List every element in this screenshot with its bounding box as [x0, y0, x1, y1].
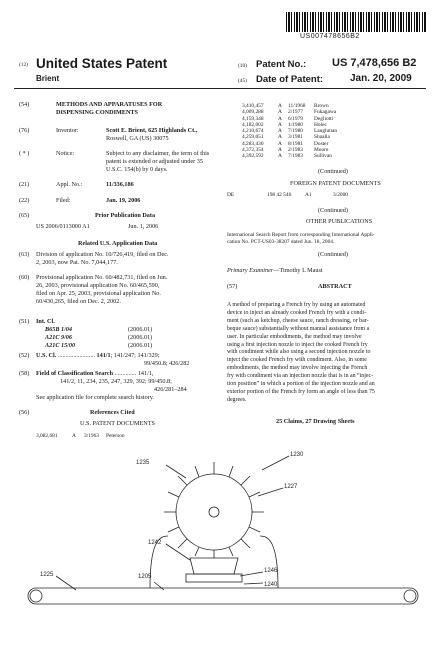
- field-code-52: (52): [19, 352, 30, 359]
- leader-line: [154, 582, 164, 590]
- inventor-line-1: Scott E. Brient, 625 Highlands Ct.,: [106, 127, 198, 134]
- ref-date: 1/1980: [288, 121, 303, 128]
- ref-number: 4,283,430: [242, 140, 264, 147]
- header-divider: [14, 88, 426, 89]
- provisional-line-2: 26, 2003, provisional application No. 60/465,590,: [36, 282, 160, 289]
- ref-name: Brown: [314, 103, 329, 109]
- dispensing-wheel: [176, 474, 252, 550]
- abstract-line: using a first injection nozzle to inject the cooked French fry: [227, 341, 368, 348]
- ref-numeral: 1230: [290, 452, 304, 458]
- reference-row: [242, 153, 337, 159]
- ref-name: Moore: [314, 147, 329, 154]
- int-cl-version: (2006.01): [128, 326, 153, 333]
- us-cl-line: [36, 352, 159, 360]
- leader-line: [258, 488, 283, 496]
- ref-number: 4,009,288: [242, 109, 264, 116]
- support-block: [186, 574, 242, 582]
- field-code-12: (12): [19, 62, 28, 68]
- conveyor-belt: [28, 588, 418, 604]
- ref-date: 3/1963: [84, 433, 99, 439]
- abstract-heading: ABSTRACT: [318, 283, 352, 290]
- field-code-76: (76): [19, 127, 30, 134]
- us-cl-secondary: ; 141/247; 141/329;: [110, 352, 160, 359]
- ref-kind: A: [278, 121, 282, 128]
- ref-date: 7/1980: [288, 128, 303, 135]
- ref-name: Fukagawa: [314, 109, 337, 116]
- ref-name: Peterson: [106, 433, 125, 439]
- leader-line: [240, 572, 263, 576]
- ref-date: 8/1981: [288, 140, 303, 147]
- abstract-line: device to inject an already cooked French fry with a condi-: [227, 309, 367, 316]
- field-code-54: (54): [19, 101, 30, 108]
- foreign-ref-kind: A1: [305, 192, 312, 198]
- int-cl-class: B65B 1/04: [45, 326, 72, 333]
- ref-kind: A: [278, 147, 282, 154]
- us-cl-primary: 141/1: [96, 352, 111, 359]
- conveyor-roller-left: [30, 590, 42, 602]
- inventor-surname: Brient: [36, 74, 60, 83]
- abstract-line: ment (such as ketchup, cheese sauce, ranch dressing, or bar-: [227, 317, 369, 324]
- field-code-10: (10): [238, 63, 247, 69]
- provisional-line-1: Provisional application No. 60/482,731, filed on Jun.: [36, 274, 168, 281]
- field-code-60: (60): [19, 274, 30, 281]
- ref-date: 2/1983: [288, 147, 303, 154]
- ref-number: 4,372,354: [242, 147, 264, 154]
- search-field-label: Field of Classification Search: [36, 370, 114, 377]
- search-field-line-3: 426/281–284: [154, 386, 187, 393]
- ref-name: Laughman: [314, 128, 338, 135]
- field-code-57: (57): [227, 283, 238, 290]
- ref-date: 6/1979: [288, 115, 303, 122]
- ref-number: 4,210,674: [242, 128, 264, 135]
- inventor-label: Inventor:: [56, 127, 79, 134]
- ref-numeral: 1235: [136, 460, 150, 466]
- abstract-line: user. In particular embodiments, the method may involve: [227, 333, 362, 340]
- notice-line-3: U.S.C. 154(b) by 0 days.: [106, 166, 168, 173]
- other-publication-line-2: cation No. PCT-US03-38207 dated Jun. 18, 2004.: [227, 239, 335, 245]
- abstract-body: [227, 302, 375, 405]
- int-cl-label: Int. Cl.: [36, 318, 55, 325]
- ref-number: 4,159,348: [242, 115, 264, 122]
- leader-line: [166, 465, 186, 478]
- prior-publication-heading: Prior Publication Data: [95, 212, 156, 219]
- inventor-line-2: Roswell, GA (US) 30075: [106, 135, 169, 142]
- notice-line-2: patent is extended or adjusted under 35: [106, 158, 203, 165]
- claims-drawing-sheets: 25 Claims, 27 Drawing Sheets: [276, 418, 355, 425]
- date-of-patent: Jan. 20, 2009: [350, 73, 412, 84]
- search-history-note: See application file for complete search history.: [36, 394, 154, 401]
- front-drawing: [0, 440, 438, 648]
- field-code-65: (65): [19, 212, 30, 219]
- abstract-line: tion position” in which a portion of the injection nozzle and an: [227, 381, 375, 388]
- provisional-line-4: 60/430,265, filed on Dec. 2, 2002.: [36, 298, 121, 305]
- ref-numeral: 1227: [284, 484, 298, 490]
- search-field-line-2: 141/2, 11, 234, 235, 247, 329, 392; 99/450.8;: [60, 378, 172, 385]
- abstract-line: beque sauce) substantially without manual assistance from a: [227, 325, 370, 332]
- ref-date: 7/1983: [288, 153, 303, 160]
- abstract-line: A method of preparing a French fry by using an automated: [227, 302, 366, 308]
- continued-note: (Continued): [318, 168, 348, 175]
- division-line-1: Division of application No. 10/726,419, filed on Dec.: [36, 251, 169, 258]
- prior-publication-number: US 2006/0113000 A1: [36, 223, 90, 230]
- ref-number: 4,392,592: [242, 153, 264, 160]
- leader-line: [166, 544, 190, 560]
- search-field-line: [36, 370, 153, 378]
- abstract-line: inject the cooked French fry with condiment. Also, in some: [227, 357, 367, 364]
- foreign-ref-date: 3/2000: [333, 192, 348, 198]
- abstract-line: exterior portion of the French fry form an angle of less than 75: [227, 388, 375, 395]
- appl-no-value: 11/336,186: [106, 181, 134, 188]
- foreign-ref-number: 198 42 546: [267, 192, 292, 198]
- foreign-ref-country: DE: [227, 192, 235, 198]
- title-line-2: DISPENSING CONDIMENTS: [56, 109, 138, 116]
- ref-kind: A: [278, 109, 282, 116]
- ref-number: 4,259,051: [242, 134, 264, 141]
- int-cl-version: (2006.01): [128, 342, 153, 349]
- ref-kind: A: [278, 128, 282, 135]
- ref-numeral: 1225: [40, 572, 54, 578]
- ref-number: 3,410,457: [242, 103, 264, 109]
- conveyor-roller-right: [404, 590, 416, 602]
- ref-name: Sullivan: [314, 153, 332, 160]
- abstract-line: degrees.: [227, 396, 247, 403]
- references-cited-heading: References Cited: [90, 409, 135, 416]
- leader-dots: ..............: [114, 370, 137, 377]
- appl-no-label: Appl. No.:: [56, 181, 83, 188]
- field-code-22: (22): [19, 197, 30, 204]
- leader-line: [244, 583, 263, 584]
- ref-numeral: 1205: [138, 574, 152, 580]
- ref-name: Degliotti: [314, 115, 334, 122]
- continued-note: (Continued): [318, 251, 348, 258]
- us-patent-documents-heading: U.S. PATENT DOCUMENTS: [80, 420, 155, 427]
- notice-label: Notice:: [56, 150, 75, 157]
- other-publications-heading: OTHER PUBLICATIONS: [306, 218, 373, 225]
- abstract-line: fry with condiment via an injection nozzle that is in an “injec-: [227, 373, 374, 380]
- field-code-58: (58): [19, 370, 30, 377]
- filed-value: Jan. 19, 2006: [106, 197, 141, 204]
- first-reference: [36, 433, 125, 439]
- int-cl-class: A21C 9/06: [45, 334, 72, 341]
- ref-kind: A: [72, 433, 76, 439]
- wheel-hub: [209, 507, 219, 517]
- us-cl-label: U.S. Cl.: [36, 352, 57, 359]
- related-application-heading: Related U.S. Application Data: [78, 240, 158, 247]
- examiner-label: Primary Examiner: [227, 267, 274, 274]
- ref-numeral: 1246: [264, 568, 278, 574]
- ref-numeral: 1242: [148, 540, 162, 546]
- patent-number-label: Patent No.:: [256, 59, 307, 70]
- field-code-45: (45): [238, 78, 247, 84]
- notice-code: ( * ): [19, 150, 30, 157]
- document-title: United States Patent: [36, 56, 168, 71]
- leader-line: [262, 456, 289, 470]
- ref-number: 3,082,681: [36, 433, 58, 439]
- primary-examiner: [227, 267, 323, 275]
- ref-number: 4,182,002: [242, 121, 264, 128]
- int-cl-version: (2006.01): [128, 334, 153, 341]
- abstract-line: with condiment while also using a second injection nozzle to: [227, 349, 371, 356]
- ref-kind: A: [278, 103, 282, 109]
- barcode-number: US007478656B2: [300, 33, 360, 40]
- abstract-line: embodiments, the method may involve injecting the French: [227, 365, 368, 372]
- reference-list: [242, 103, 337, 160]
- ref-name: Doster: [314, 140, 329, 147]
- filed-label: Filed:: [56, 197, 71, 204]
- ref-name: Shaalla: [314, 134, 330, 141]
- wheel-spokes: [164, 462, 264, 558]
- title-line-1: METHODS AND APPARATUSES FOR: [56, 101, 163, 108]
- ref-kind: A: [278, 153, 282, 160]
- us-cl-line-2: 99/450.8; 426/282: [144, 360, 190, 367]
- ref-name: Holec: [314, 121, 327, 128]
- frame-arch: [150, 536, 278, 588]
- field-code-63: (63): [19, 251, 30, 258]
- wheel-base: [190, 558, 238, 574]
- notice-line-1: Subject to any disclaimer, the term of this: [106, 150, 210, 157]
- prior-publication-date: Jun. 1, 2006: [128, 223, 159, 230]
- continued-note: (Continued): [318, 207, 348, 214]
- ref-date: 3/1981: [288, 134, 303, 141]
- patent-number: US 7,478,656 B2: [332, 57, 417, 69]
- search-field-start: 141/1,: [137, 370, 154, 377]
- ref-kind: A: [278, 115, 282, 122]
- field-code-21: (21): [19, 181, 30, 188]
- examiner-name: —Timothy L Maust: [273, 267, 323, 274]
- ref-kind: A: [278, 134, 282, 141]
- provisional-line-3: filed on Apr. 25, 2003, provisional application No.: [36, 290, 161, 297]
- ref-kind: A: [278, 140, 282, 147]
- division-line-2: 2, 2003, now Pat. No. 7,044,177.: [36, 259, 118, 266]
- int-cl-class: A21C 15/00: [45, 342, 76, 349]
- ref-date: 2/1977: [288, 109, 303, 116]
- ref-date: 11/1968: [288, 103, 306, 109]
- other-publication-line-1: International Search Report from corresponding International Appli-: [227, 232, 375, 238]
- ref-numeral: 1240: [264, 582, 278, 588]
- barcode: [286, 12, 426, 32]
- foreign-patent-documents-heading: FOREIGN PATENT DOCUMENTS: [290, 180, 381, 187]
- foreign-reference: [227, 192, 348, 198]
- date-of-patent-label: Date of Patent:: [256, 74, 324, 85]
- leader-dots: ........................: [57, 352, 95, 359]
- field-code-51: (51): [19, 318, 30, 325]
- field-code-56: (56): [19, 409, 30, 416]
